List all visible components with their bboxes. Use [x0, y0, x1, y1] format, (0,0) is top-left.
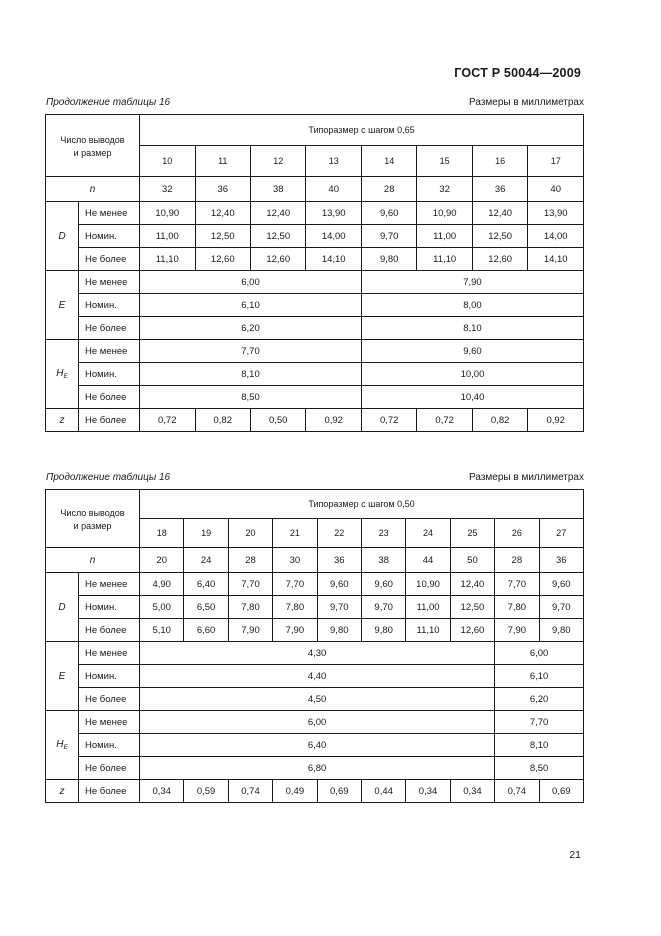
param-he-main: H — [56, 368, 64, 379]
cell-value: 6,00 — [140, 711, 495, 734]
cell-value: 9,60 — [361, 340, 583, 363]
table-row — [46, 665, 584, 688]
size-cell: 24 — [406, 519, 450, 548]
table-caption — [46, 97, 584, 108]
cell-value: 0,34 — [140, 780, 184, 803]
row-label: Не более — [79, 317, 140, 340]
table-caption — [46, 472, 584, 483]
cell-value: 32 — [417, 177, 472, 202]
cell-value: 0,82 — [472, 409, 527, 432]
row-label: Не более — [79, 757, 140, 780]
cell-value: 7,90 — [495, 619, 539, 642]
cell-value: 0,49 — [273, 780, 317, 803]
cell-value: 6,00 — [140, 271, 362, 294]
cell-value: 0,50 — [250, 409, 305, 432]
table-row — [46, 688, 584, 711]
cell-value: 7,80 — [495, 596, 539, 619]
cell-value: 11,10 — [406, 619, 450, 642]
table-row — [46, 386, 584, 409]
cell-value: 8,10 — [495, 734, 584, 757]
cell-value: 36 — [195, 177, 250, 202]
cell-value: 7,70 — [495, 573, 539, 596]
table-continuation-caption: Продолжение таблицы 16 — [46, 472, 171, 483]
cell-value: 32 — [140, 177, 195, 202]
param-he-main: H — [56, 739, 64, 750]
head-leads-and-size — [46, 115, 140, 177]
cell-value: 10,90 — [406, 573, 450, 596]
size-cell: 22 — [317, 519, 361, 548]
cell-value: 11,00 — [406, 596, 450, 619]
param-z-label: z — [46, 780, 79, 803]
cell-value: 8,00 — [361, 294, 583, 317]
cell-value: 9,70 — [361, 596, 405, 619]
cell-value: 0,59 — [184, 780, 228, 803]
cell-value: 36 — [317, 548, 361, 573]
page-number: 21 — [569, 849, 581, 861]
cell-value: 24 — [184, 548, 228, 573]
row-label: Не более — [79, 780, 140, 803]
cell-value: 12,50 — [472, 225, 527, 248]
row-label: Не менее — [79, 202, 140, 225]
cell-value: 7,70 — [140, 340, 362, 363]
cell-value: 12,50 — [450, 596, 494, 619]
size-cell: 14 — [361, 146, 416, 177]
cell-value: 0,69 — [317, 780, 361, 803]
cell-value: 6,50 — [184, 596, 228, 619]
table-row — [46, 363, 584, 386]
row-label: Номин. — [79, 665, 140, 688]
head-size-group: Типоразмер с шагом 0,50 — [140, 490, 584, 519]
cell-value: 28 — [495, 548, 539, 573]
table-row — [46, 294, 584, 317]
param-z-label: z — [46, 409, 79, 432]
table-row — [46, 225, 584, 248]
size-cell: 26 — [495, 519, 539, 548]
head-label-line1: Число выводов — [60, 507, 125, 518]
table-row — [46, 409, 584, 432]
table-units-caption: Размеры в миллиметрах — [469, 97, 584, 108]
cell-value: 6,60 — [184, 619, 228, 642]
cell-value: 0,44 — [361, 780, 405, 803]
table-row — [46, 757, 584, 780]
param-n-label: n — [46, 177, 140, 202]
table-row — [46, 642, 584, 665]
row-label: Не менее — [79, 711, 140, 734]
cell-value: 0,74 — [495, 780, 539, 803]
param-e-label: E — [46, 271, 79, 340]
head-label-line2: и размер — [73, 147, 112, 158]
size-cell: 27 — [539, 519, 583, 548]
cell-value: 4,50 — [140, 688, 495, 711]
cell-value: 7,90 — [361, 271, 583, 294]
cell-value: 12,40 — [195, 202, 250, 225]
cell-value: 14,00 — [528, 225, 584, 248]
dimensions-table-pitch-050 — [45, 489, 584, 803]
cell-value: 9,80 — [361, 248, 416, 271]
cell-value: 9,60 — [317, 573, 361, 596]
row-label: Номин. — [79, 596, 140, 619]
cell-value: 10,90 — [140, 202, 195, 225]
cell-value: 9,80 — [361, 619, 405, 642]
cell-value: 9,70 — [317, 596, 361, 619]
row-label: Не более — [79, 619, 140, 642]
table-row — [46, 317, 584, 340]
cell-value: 6,20 — [495, 688, 584, 711]
head-label-line2: и размер — [73, 520, 112, 531]
cell-value: 0,72 — [361, 409, 416, 432]
param-he-label — [46, 340, 79, 409]
row-label: Не менее — [79, 642, 140, 665]
cell-value: 4,90 — [140, 573, 184, 596]
cell-value: 14,00 — [306, 225, 361, 248]
cell-value: 9,80 — [317, 619, 361, 642]
row-label: Не более — [79, 688, 140, 711]
cell-value: 38 — [361, 548, 405, 573]
row-label: Не менее — [79, 340, 140, 363]
cell-value: 5,10 — [140, 619, 184, 642]
table-row — [46, 596, 584, 619]
head-size-group: Типоразмер с шагом 0,65 — [140, 115, 584, 146]
cell-value: 40 — [528, 177, 584, 202]
param-he-subscript: E — [63, 744, 68, 751]
cell-value: 0,74 — [228, 780, 272, 803]
row-label: Не более — [79, 409, 140, 432]
table-row — [46, 248, 584, 271]
size-cell: 10 — [140, 146, 195, 177]
cell-value: 12,60 — [195, 248, 250, 271]
cell-value: 9,60 — [539, 573, 583, 596]
table-units-caption: Размеры в миллиметрах — [469, 472, 584, 483]
dimensions-table-pitch-065 — [45, 114, 584, 432]
cell-value: 12,50 — [250, 225, 305, 248]
cell-value: 0,72 — [417, 409, 472, 432]
table-row — [46, 734, 584, 757]
cell-value: 6,10 — [495, 665, 584, 688]
cell-value: 10,40 — [361, 386, 583, 409]
cell-value: 0,92 — [306, 409, 361, 432]
table-row — [46, 177, 584, 202]
cell-value: 9,80 — [539, 619, 583, 642]
cell-value: 28 — [228, 548, 272, 573]
cell-value: 14,10 — [528, 248, 584, 271]
cell-value: 12,60 — [450, 619, 494, 642]
size-cell: 23 — [361, 519, 405, 548]
table-row — [46, 340, 584, 363]
table-row — [46, 573, 584, 596]
cell-value: 9,60 — [361, 202, 416, 225]
row-label: Номин. — [79, 363, 140, 386]
cell-value: 7,90 — [228, 619, 272, 642]
cell-value: 20 — [140, 548, 184, 573]
cell-value: 4,30 — [140, 642, 495, 665]
cell-value: 4,40 — [140, 665, 495, 688]
size-cell: 19 — [184, 519, 228, 548]
size-cell: 15 — [417, 146, 472, 177]
cell-value: 7,80 — [228, 596, 272, 619]
cell-value: 12,40 — [250, 202, 305, 225]
table-row — [46, 711, 584, 734]
table-row — [46, 619, 584, 642]
row-label: Не более — [79, 248, 140, 271]
cell-value: 9,70 — [361, 225, 416, 248]
cell-value: 11,00 — [417, 225, 472, 248]
size-cell: 17 — [528, 146, 584, 177]
table-continuation-caption: Продолжение таблицы 16 — [46, 97, 171, 108]
row-label: Не менее — [79, 271, 140, 294]
param-he-subscript: E — [63, 373, 68, 380]
size-cell: 12 — [250, 146, 305, 177]
cell-value: 7,80 — [273, 596, 317, 619]
cell-value: 7,70 — [273, 573, 317, 596]
cell-value: 6,20 — [140, 317, 362, 340]
cell-value: 12,60 — [250, 248, 305, 271]
cell-value: 7,70 — [228, 573, 272, 596]
size-cell: 20 — [228, 519, 272, 548]
cell-value: 44 — [406, 548, 450, 573]
cell-value: 36 — [539, 548, 583, 573]
cell-value: 50 — [450, 548, 494, 573]
size-cell: 16 — [472, 146, 527, 177]
cell-value: 0,92 — [528, 409, 584, 432]
row-label: Не менее — [79, 573, 140, 596]
cell-value: 10,00 — [361, 363, 583, 386]
row-label: Номин. — [79, 734, 140, 757]
cell-value: 7,70 — [495, 711, 584, 734]
cell-value: 6,40 — [140, 734, 495, 757]
table-row — [46, 780, 584, 803]
cell-value: 9,70 — [539, 596, 583, 619]
cell-value: 12,40 — [472, 202, 527, 225]
cell-value: 11,10 — [417, 248, 472, 271]
row-label: Номин. — [79, 294, 140, 317]
cell-value: 11,10 — [140, 248, 195, 271]
param-he-label — [46, 711, 79, 780]
param-e-label: E — [46, 642, 79, 711]
row-label: Не более — [79, 386, 140, 409]
cell-value: 8,10 — [140, 363, 362, 386]
cell-value: 6,40 — [184, 573, 228, 596]
cell-value: 6,00 — [495, 642, 584, 665]
cell-value: 0,69 — [539, 780, 583, 803]
cell-value: 40 — [306, 177, 361, 202]
table-row — [46, 202, 584, 225]
cell-value: 11,00 — [140, 225, 195, 248]
cell-value: 0,34 — [450, 780, 494, 803]
head-label-line1: Число выводов — [60, 134, 125, 145]
cell-value: 6,10 — [140, 294, 362, 317]
cell-value: 0,82 — [195, 409, 250, 432]
param-n-label: n — [46, 548, 140, 573]
cell-value: 14,10 — [306, 248, 361, 271]
cell-value: 30 — [273, 548, 317, 573]
size-cell: 25 — [450, 519, 494, 548]
size-cell: 13 — [306, 146, 361, 177]
cell-value: 5,00 — [140, 596, 184, 619]
cell-value: 38 — [250, 177, 305, 202]
size-cell: 21 — [273, 519, 317, 548]
param-d-label: D — [46, 573, 79, 642]
table-row — [46, 271, 584, 294]
cell-value: 7,90 — [273, 619, 317, 642]
cell-value: 6,80 — [140, 757, 495, 780]
cell-value: 8,50 — [140, 386, 362, 409]
table-row — [46, 548, 584, 573]
cell-value: 13,90 — [306, 202, 361, 225]
cell-value: 8,50 — [495, 757, 584, 780]
size-cell: 18 — [140, 519, 184, 548]
head-leads-and-size — [46, 490, 140, 548]
cell-value: 36 — [472, 177, 527, 202]
row-label: Номин. — [79, 225, 140, 248]
standard-code: ГОСТ Р 50044—2009 — [454, 66, 581, 80]
cell-value: 12,50 — [195, 225, 250, 248]
cell-value: 12,60 — [472, 248, 527, 271]
cell-value: 0,34 — [406, 780, 450, 803]
cell-value: 10,90 — [417, 202, 472, 225]
cell-value: 0,72 — [140, 409, 195, 432]
cell-value: 9,60 — [361, 573, 405, 596]
cell-value: 28 — [361, 177, 416, 202]
cell-value: 12,40 — [450, 573, 494, 596]
size-cell: 11 — [195, 146, 250, 177]
cell-value: 8,10 — [361, 317, 583, 340]
param-d-label: D — [46, 202, 79, 271]
cell-value: 13,90 — [528, 202, 584, 225]
